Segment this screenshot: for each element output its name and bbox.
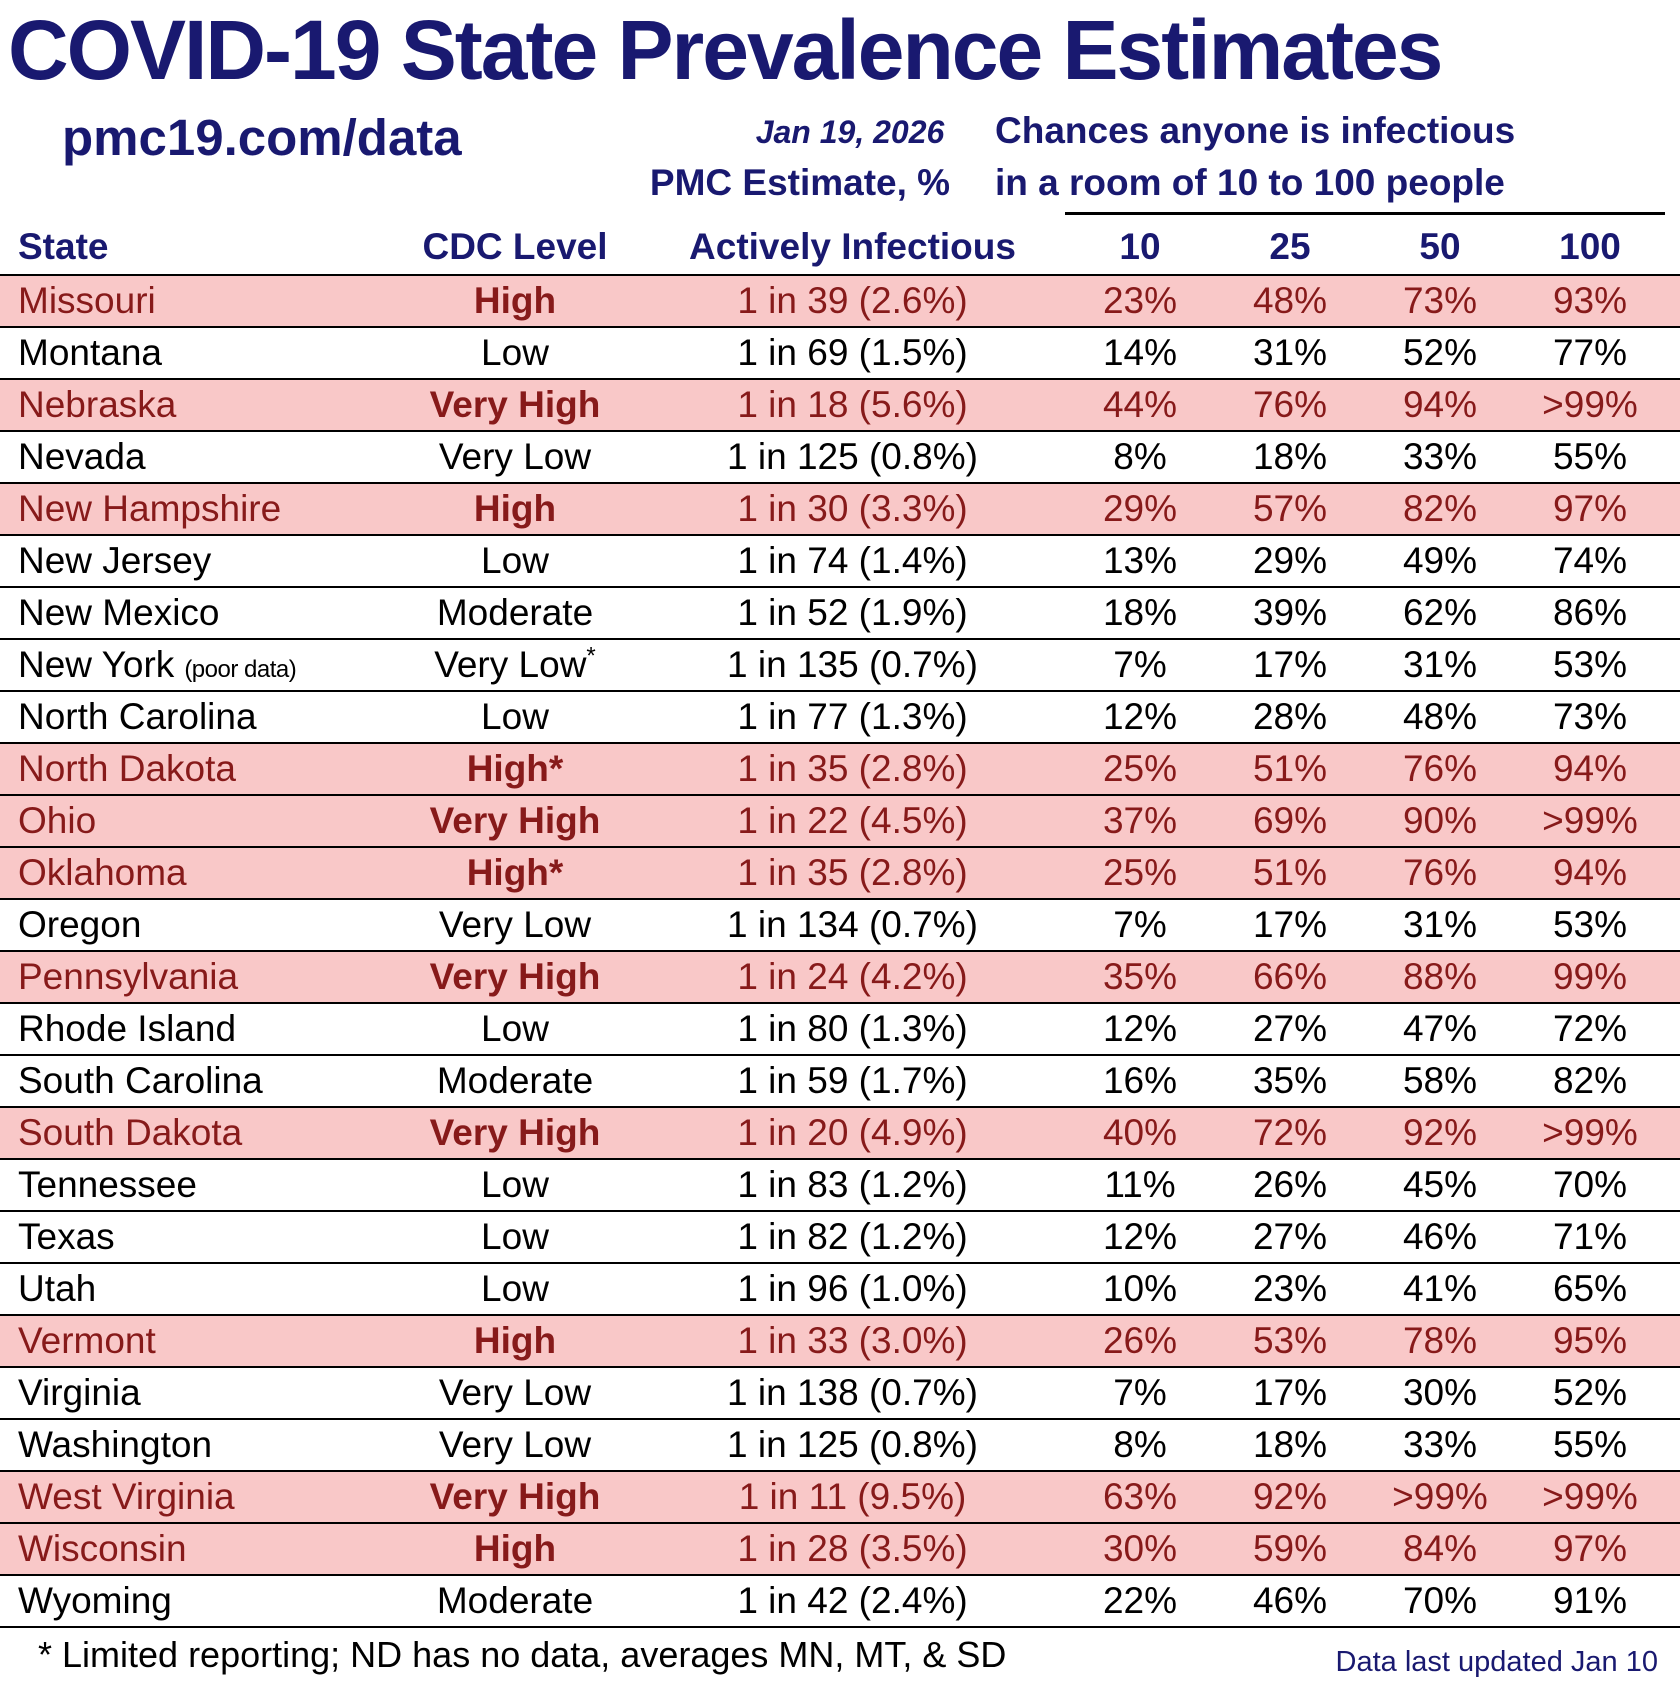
cdc-level-cell xyxy=(390,1320,640,1362)
cdc-level-value: High xyxy=(473,488,557,529)
cdc-level-value: Very Low xyxy=(438,436,592,477)
pmc-estimate-cell: 1 in 125 (0.8%) xyxy=(727,436,978,477)
cdc-level-cell xyxy=(390,1476,640,1518)
state-cell xyxy=(0,540,390,582)
cdc-level-value: Very Low xyxy=(434,644,587,685)
chance-100-cell: 65% xyxy=(1552,1268,1628,1309)
chance-50-cell: 48% xyxy=(1402,696,1478,737)
pmc-estimate-cell: 1 in 80 (1.3%) xyxy=(737,1008,968,1049)
cdc-level-value: Low xyxy=(481,1216,549,1257)
pmc-estimate-cell: 1 in 134 (0.7%) xyxy=(727,904,978,945)
table-row xyxy=(0,848,1680,900)
chance-25-cell: 17% xyxy=(1252,904,1328,945)
cdc-level-value: Very Low xyxy=(438,1372,592,1413)
chance-25-cell: 53% xyxy=(1252,1320,1328,1361)
state-name: Washington xyxy=(18,1424,213,1465)
chance-50-cell: 82% xyxy=(1402,488,1478,529)
table-row xyxy=(0,640,1680,692)
cdc-level-value: Low xyxy=(481,696,549,737)
cdc-level-value: Very High xyxy=(429,1112,601,1153)
chance-100-cell: 77% xyxy=(1552,332,1628,373)
state-name: South Carolina xyxy=(18,1060,263,1101)
pmc-estimate-cell: 1 in 39 (2.6%) xyxy=(737,280,968,321)
column-header-room-10: 10 xyxy=(1119,226,1161,267)
state-cell xyxy=(0,1216,390,1258)
chance-25-cell: 39% xyxy=(1252,592,1328,633)
pmc-estimate-cell: 1 in 135 (0.7%) xyxy=(727,644,978,685)
chances-header-line1: Chances anyone is infectious xyxy=(995,110,1516,151)
chance-10-cell: 8% xyxy=(1113,1424,1167,1465)
table-row xyxy=(0,900,1680,952)
chance-25-cell: 26% xyxy=(1252,1164,1328,1205)
table-row xyxy=(0,432,1680,484)
chance-50-cell: 76% xyxy=(1402,748,1478,789)
cdc-level-cell xyxy=(390,852,640,894)
state-name: Rhode Island xyxy=(18,1008,237,1049)
pmc-estimate-cell: 1 in 59 (1.7%) xyxy=(737,1060,968,1101)
state-name: Vermont xyxy=(18,1320,156,1361)
chance-100-cell: 86% xyxy=(1552,592,1628,633)
chance-25-cell: 17% xyxy=(1252,1372,1328,1413)
chance-100-cell: 94% xyxy=(1552,748,1628,789)
chance-10-cell: 22% xyxy=(1102,1580,1178,1621)
chance-25-cell: 28% xyxy=(1252,696,1328,737)
chance-50-cell: 31% xyxy=(1402,644,1478,685)
chance-100-cell: >99% xyxy=(1542,384,1638,425)
chance-50-cell: 31% xyxy=(1402,904,1478,945)
page-title: COVID-19 State Prevalence Estimates xyxy=(8,3,1442,97)
chance-50-cell: 90% xyxy=(1402,800,1478,841)
table-row xyxy=(0,536,1680,588)
table-row xyxy=(0,1524,1680,1576)
cdc-level-cell xyxy=(390,1372,640,1414)
state-cell xyxy=(0,904,390,946)
state-name: New Hampshire xyxy=(18,488,282,529)
chance-25-cell: 18% xyxy=(1252,1424,1328,1465)
pmc-estimate-cell: 1 in 125 (0.8%) xyxy=(727,1424,978,1465)
state-name: Wisconsin xyxy=(18,1528,187,1569)
chance-10-cell: 12% xyxy=(1102,696,1178,737)
pmc-estimate-cell: 1 in 69 (1.5%) xyxy=(737,332,968,373)
table-row xyxy=(0,380,1680,432)
cdc-level-cell xyxy=(390,1060,640,1102)
table-row xyxy=(0,484,1680,536)
state-name: Wyoming xyxy=(18,1580,172,1621)
state-cell xyxy=(0,384,390,426)
state-cell xyxy=(0,1164,390,1206)
cdc-level-cell xyxy=(390,1216,640,1258)
chance-25-cell: 76% xyxy=(1252,384,1328,425)
state-cell xyxy=(0,852,390,894)
state-name: New Mexico xyxy=(18,592,220,633)
chance-100-cell: 97% xyxy=(1552,488,1628,529)
state-name: West Virginia xyxy=(18,1476,235,1517)
chance-100-cell: 70% xyxy=(1552,1164,1628,1205)
chance-10-cell: 11% xyxy=(1104,1164,1176,1205)
column-header-cdc-level: CDC Level xyxy=(422,226,608,267)
state-cell xyxy=(0,1424,390,1466)
table-row xyxy=(0,1108,1680,1160)
chance-10-cell: 7% xyxy=(1113,1372,1167,1413)
chance-25-cell: 66% xyxy=(1252,956,1328,997)
chance-50-cell: 62% xyxy=(1402,592,1478,633)
chance-25-cell: 72% xyxy=(1252,1112,1328,1153)
chance-10-cell: 30% xyxy=(1102,1528,1178,1569)
state-name: Ohio xyxy=(18,800,97,841)
pmc-estimate-cell: 1 in 77 (1.3%) xyxy=(737,696,968,737)
cdc-level-cell xyxy=(390,904,640,946)
table-row xyxy=(0,1472,1680,1524)
pmc-estimate-cell: 1 in 35 (2.8%) xyxy=(737,748,968,789)
chance-100-cell: 99% xyxy=(1552,956,1628,997)
state-cell xyxy=(0,1060,390,1102)
site-url: pmc19.com/data xyxy=(62,109,462,166)
chance-10-cell: 7% xyxy=(1113,904,1167,945)
state-name: Virginia xyxy=(18,1372,141,1413)
state-name: North Dakota xyxy=(18,748,236,789)
column-header-state: State xyxy=(18,226,109,267)
pmc-estimate-cell: 1 in 74 (1.4%) xyxy=(737,540,968,581)
cdc-level-asterisk: * xyxy=(586,642,596,670)
cdc-level-value: Very High xyxy=(429,800,601,841)
column-header-room-50: 50 xyxy=(1419,226,1461,267)
cdc-level-value: Low xyxy=(481,1008,549,1049)
state-cell xyxy=(0,1268,390,1310)
cdc-level-cell xyxy=(390,1580,640,1622)
cdc-level-cell xyxy=(390,800,640,842)
column-header-room-100: 100 xyxy=(1559,226,1621,267)
cdc-level-value: Very High xyxy=(429,956,601,997)
table-row xyxy=(0,1160,1680,1212)
state-cell xyxy=(0,748,390,790)
state-cell xyxy=(0,436,390,478)
chance-100-cell: 53% xyxy=(1552,644,1628,685)
chance-10-cell: 63% xyxy=(1102,1476,1178,1517)
chance-50-cell: 84% xyxy=(1402,1528,1478,1569)
table-row xyxy=(0,1004,1680,1056)
chance-50-cell: 45% xyxy=(1402,1164,1478,1205)
cdc-level-cell xyxy=(390,644,640,686)
chance-25-cell: 57% xyxy=(1252,488,1328,529)
state-cell xyxy=(0,1008,390,1050)
chance-10-cell: 40% xyxy=(1102,1112,1178,1153)
chance-10-cell: 23% xyxy=(1102,280,1178,321)
state-name: Missouri xyxy=(18,280,156,321)
state-cell xyxy=(0,644,390,686)
chance-50-cell: 46% xyxy=(1402,1216,1478,1257)
chance-50-cell: 41% xyxy=(1402,1268,1478,1309)
cdc-level-value: High xyxy=(473,1320,557,1361)
chance-50-cell: 49% xyxy=(1402,540,1478,581)
chance-100-cell: >99% xyxy=(1542,1476,1638,1517)
cdc-level-value: High* xyxy=(466,748,564,789)
pmc-estimate-cell: 1 in 83 (1.2%) xyxy=(737,1164,968,1205)
chance-100-cell: 55% xyxy=(1552,436,1628,477)
chance-25-cell: 51% xyxy=(1252,852,1328,893)
chance-10-cell: 18% xyxy=(1102,592,1178,633)
chance-10-cell: 7% xyxy=(1113,644,1167,685)
chance-25-cell: 23% xyxy=(1252,1268,1328,1309)
cdc-level-cell xyxy=(390,540,640,582)
chance-50-cell: 33% xyxy=(1402,436,1478,477)
chance-100-cell: 94% xyxy=(1552,852,1628,893)
pmc-estimate-cell: 1 in 138 (0.7%) xyxy=(727,1372,978,1413)
cdc-level-value: Low xyxy=(481,1164,549,1205)
chance-25-cell: 59% xyxy=(1252,1528,1328,1569)
chance-10-cell: 26% xyxy=(1102,1320,1178,1361)
chance-100-cell: 74% xyxy=(1552,540,1628,581)
state-cell xyxy=(0,1372,390,1414)
state-name: Texas xyxy=(18,1216,115,1257)
cdc-level-value: Moderate xyxy=(436,1060,594,1101)
state-name: Utah xyxy=(18,1268,97,1309)
table-row xyxy=(0,1056,1680,1108)
chance-25-cell: 51% xyxy=(1252,748,1328,789)
cdc-level-value: Very High xyxy=(429,1476,601,1517)
pmc-estimate-header: PMC Estimate, % xyxy=(649,162,951,203)
cdc-level-cell xyxy=(390,332,640,374)
state-cell xyxy=(0,956,390,998)
pmc-estimate-cell: 1 in 28 (3.5%) xyxy=(737,1528,968,1569)
cdc-level-cell xyxy=(390,1008,640,1050)
cdc-level-cell xyxy=(390,436,640,478)
cdc-level-value: Very High xyxy=(429,384,601,425)
pmc-estimate-cell: 1 in 18 (5.6%) xyxy=(737,384,968,425)
chance-25-cell: 27% xyxy=(1252,1216,1328,1257)
chance-100-cell: 72% xyxy=(1552,1008,1628,1049)
state-name: Montana xyxy=(18,332,162,373)
cdc-level-cell xyxy=(390,1112,640,1154)
chance-100-cell: 93% xyxy=(1552,280,1628,321)
chance-10-cell: 29% xyxy=(1102,488,1178,529)
chances-header-line2: in a room of 10 to 100 people xyxy=(995,162,1505,203)
state-name: Pennsylvania xyxy=(18,956,239,997)
chance-50-cell: 47% xyxy=(1402,1008,1478,1049)
cdc-level-cell xyxy=(390,1268,640,1310)
state-name: Nebraska xyxy=(18,384,177,425)
state-cell xyxy=(0,1320,390,1362)
chance-50-cell: 73% xyxy=(1402,280,1478,321)
cdc-level-value: High xyxy=(473,1528,557,1569)
cdc-level-value: Low xyxy=(481,332,549,373)
last-updated-note: Data last updated Jan 10 xyxy=(1335,1646,1658,1678)
pmc-estimate-cell: 1 in 30 (3.3%) xyxy=(737,488,968,529)
cdc-level-cell xyxy=(390,488,640,530)
cdc-level-cell xyxy=(390,1528,640,1570)
pmc-estimate-cell: 1 in 20 (4.9%) xyxy=(737,1112,968,1153)
chance-50-cell: 78% xyxy=(1402,1320,1478,1361)
chance-100-cell: 52% xyxy=(1552,1372,1628,1413)
chance-10-cell: 25% xyxy=(1102,748,1178,789)
pmc-estimate-cell: 1 in 82 (1.2%) xyxy=(737,1216,968,1257)
state-name: South Dakota xyxy=(18,1112,243,1153)
chance-100-cell: 95% xyxy=(1552,1320,1628,1361)
chance-50-cell: >99% xyxy=(1392,1476,1488,1517)
chance-100-cell: 55% xyxy=(1552,1424,1628,1465)
pmc-estimate-cell: 1 in 52 (1.9%) xyxy=(737,592,968,633)
table-row xyxy=(0,328,1680,380)
report-date: Jan 19, 2026 xyxy=(755,114,945,150)
column-header-room-25: 25 xyxy=(1269,226,1311,267)
cdc-level-value: Moderate xyxy=(436,592,594,633)
cdc-level-value: Low xyxy=(481,1268,549,1309)
chance-100-cell: 53% xyxy=(1552,904,1628,945)
chance-10-cell: 14% xyxy=(1102,332,1178,373)
chance-50-cell: 76% xyxy=(1402,852,1478,893)
chance-50-cell: 30% xyxy=(1402,1372,1478,1413)
cdc-level-value: High xyxy=(473,280,557,321)
table-row xyxy=(0,588,1680,640)
cdc-level-cell xyxy=(390,696,640,738)
chance-50-cell: 58% xyxy=(1402,1060,1478,1101)
table-row xyxy=(0,692,1680,744)
table-row xyxy=(0,952,1680,1004)
state-name: Oklahoma xyxy=(18,852,187,893)
chance-100-cell: >99% xyxy=(1542,1112,1638,1153)
chance-25-cell: 17% xyxy=(1252,644,1328,685)
table-row xyxy=(0,1576,1680,1628)
cdc-level-value: Moderate xyxy=(436,1580,594,1621)
chance-100-cell: 73% xyxy=(1552,696,1628,737)
table-row xyxy=(0,796,1680,848)
state-name: New Jersey xyxy=(18,540,212,581)
state-cell xyxy=(0,1476,390,1518)
column-header-actively-infectious: Actively Infectious xyxy=(689,226,1016,267)
chance-50-cell: 70% xyxy=(1402,1580,1478,1621)
chance-25-cell: 48% xyxy=(1252,280,1328,321)
state-name: Oregon xyxy=(18,904,142,945)
chance-100-cell: 71% xyxy=(1552,1216,1628,1257)
table-row xyxy=(0,1316,1680,1368)
state-cell xyxy=(0,280,390,322)
chance-25-cell: 92% xyxy=(1252,1476,1328,1517)
cdc-level-value: High* xyxy=(466,852,564,893)
room-sizes-underline xyxy=(1065,212,1665,215)
chance-100-cell: 91% xyxy=(1552,1580,1628,1621)
chance-10-cell: 8% xyxy=(1113,436,1167,477)
chance-25-cell: 35% xyxy=(1252,1060,1328,1101)
footnote: * Limited reporting; ND has no data, averages MN, MT, & SD xyxy=(38,1634,1007,1675)
pmc-estimate-cell: 1 in 33 (3.0%) xyxy=(737,1320,968,1361)
chance-25-cell: 46% xyxy=(1252,1580,1328,1621)
state-cell xyxy=(0,696,390,738)
table-row xyxy=(0,1420,1680,1472)
state-name: Nevada xyxy=(18,436,146,477)
chance-10-cell: 12% xyxy=(1102,1008,1178,1049)
state-name: Tennessee xyxy=(18,1164,197,1205)
table-row xyxy=(0,1212,1680,1264)
cdc-level-cell xyxy=(390,1164,640,1206)
state-name: New York xyxy=(18,644,175,685)
chance-25-cell: 27% xyxy=(1252,1008,1328,1049)
state-cell xyxy=(0,488,390,530)
pmc-estimate-cell: 1 in 96 (1.0%) xyxy=(737,1268,968,1309)
chance-10-cell: 25% xyxy=(1102,852,1178,893)
column-header-row xyxy=(0,222,1680,272)
cdc-level-cell xyxy=(390,748,640,790)
state-cell xyxy=(0,1528,390,1570)
table-row xyxy=(0,1264,1680,1316)
cdc-level-cell xyxy=(390,1424,640,1466)
cdc-level-cell xyxy=(390,956,640,998)
cdc-level-cell xyxy=(390,592,640,634)
chance-25-cell: 29% xyxy=(1252,540,1328,581)
pmc-estimate-cell: 1 in 24 (4.2%) xyxy=(737,956,968,997)
state-cell xyxy=(0,592,390,634)
chance-10-cell: 12% xyxy=(1102,1216,1178,1257)
cdc-level-value: Low xyxy=(481,540,549,581)
state-cell xyxy=(0,800,390,842)
state-note: (poor data) xyxy=(184,656,297,683)
pmc-estimate-cell: 1 in 35 (2.8%) xyxy=(737,852,968,893)
chance-100-cell: 82% xyxy=(1552,1060,1628,1101)
state-name: North Carolina xyxy=(18,696,257,737)
chance-50-cell: 94% xyxy=(1402,384,1478,425)
pmc-estimate-cell: 1 in 22 (4.5%) xyxy=(737,800,968,841)
chance-10-cell: 13% xyxy=(1102,540,1178,581)
chance-25-cell: 18% xyxy=(1252,436,1328,477)
chance-100-cell: >99% xyxy=(1542,800,1638,841)
chance-10-cell: 44% xyxy=(1102,384,1178,425)
cdc-level-value: Very Low xyxy=(438,1424,592,1465)
chance-100-cell: 97% xyxy=(1552,1528,1628,1569)
table-row xyxy=(0,1368,1680,1420)
table-row xyxy=(0,276,1680,328)
chance-10-cell: 10% xyxy=(1102,1268,1178,1309)
cdc-level-cell xyxy=(390,280,640,322)
chance-50-cell: 92% xyxy=(1402,1112,1478,1153)
cdc-level-value: Very Low xyxy=(438,904,592,945)
chance-25-cell: 31% xyxy=(1252,332,1328,373)
cdc-level-cell xyxy=(390,384,640,426)
chance-50-cell: 88% xyxy=(1402,956,1478,997)
pmc-estimate-cell: 1 in 42 (2.4%) xyxy=(737,1580,968,1621)
state-table-body xyxy=(0,274,1680,1628)
state-cell xyxy=(0,1580,390,1622)
pmc-estimate-cell: 1 in 11 (9.5%) xyxy=(738,1476,967,1517)
chance-10-cell: 16% xyxy=(1102,1060,1178,1101)
chance-25-cell: 69% xyxy=(1252,800,1328,841)
chance-50-cell: 52% xyxy=(1402,332,1478,373)
table-row xyxy=(0,744,1680,796)
state-cell xyxy=(0,1112,390,1154)
chance-10-cell: 35% xyxy=(1102,956,1178,997)
chance-50-cell: 33% xyxy=(1402,1424,1478,1465)
chance-10-cell: 37% xyxy=(1102,800,1178,841)
state-cell xyxy=(0,332,390,374)
